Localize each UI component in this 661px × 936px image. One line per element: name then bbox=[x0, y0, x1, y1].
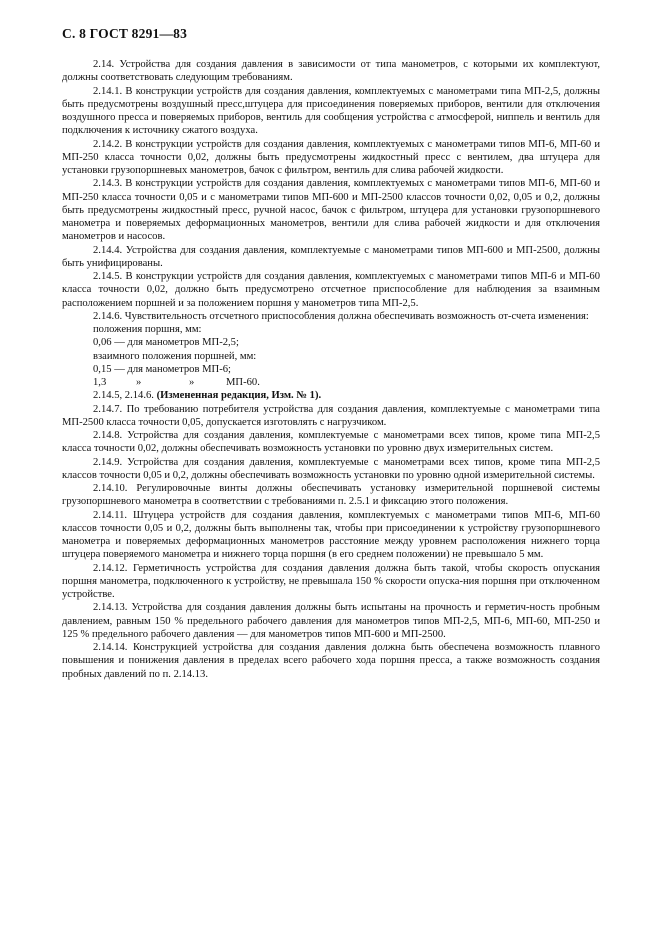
ditto-mark: » bbox=[136, 377, 142, 388]
paragraph-2-14-4: 2.14.4. Устройства для создания давления, комплектуемые с манометрами типов МП-600 и МП-2500, должны быть унифицированы. bbox=[62, 244, 600, 269]
paragraph-2-14-14: 2.14.14. Конструкцией устройства для создания давления должна быть обеспечена возможность плавного повышения и понижения давления в пределах всего рабочего хода поршня пресса, а также возможность создания пробных давлений по п. 2.14.13. bbox=[62, 642, 600, 680]
paragraph-2-14-9: 2.14.9. Устройства для создания давления, комплектуемые с манометрами всех типов, кроме типа МП-2,5 классов точности 0,05 и 0,2, должны обеспечивать возможность установки по уровню одной измерительной системы. bbox=[62, 456, 600, 481]
paragraph-2-14-2: 2.14.2. В конструкции устройств для создания давления, комплектуемых с манометрами типов МП-6, МП-60 и МП-250 класса точности 0,02, должны быть предусмотрены жидкостный пресс с вентилем, два штуцера для установки грузопоршневых манометров, бачок с фильтром, вентиль для слива рабочей жидкости. bbox=[62, 138, 600, 176]
paragraph-2-14-12: 2.14.12. Герметичность устройства для создания давления должна быть такой, чтобы скорость опускания поршня манометра, подключенного к устройству, не превышала 150 % скорости опуска-ния поршня при отключенном устройстве. bbox=[62, 562, 600, 600]
document-body bbox=[62, 58, 600, 681]
paragraph-2-14-1: 2.14.1. В конструкции устройств для создания давления, комплектуемых с манометрами типа МП-2,5, должны быть предусмотрены воздушный пресс,штуцера для присоединения поверяемых приборов, вентили для отключения воздушного пресса и поверяемых приборов, вентиль для сообщения устройства с атмосферой, ниппель и вентиль для подключения к источнику сжатого воздуха. bbox=[62, 85, 600, 137]
paragraph-2-14-13: 2.14.13. Устройства для создания давления должны быть испытаны на прочность и герметич-ность пробным давлением, равным 150 % предельного рабочего давления для манометров типов МП-2,5, МП-6, МП-60, МП-250 и 125 % предельного рабочего давления — для манометров типов МП-600 и МП-2500. bbox=[62, 602, 600, 640]
sensitivity-line-4: 0,15 — для манометров МП-6; bbox=[93, 363, 231, 375]
ditto-mark: » bbox=[189, 377, 195, 388]
paragraph-2-14-10: 2.14.10. Регулировочные винты должны обеспечивать установку измерительной поршневой системы грузопоршневого манометра в соответствии с требованиями п. 2.5.1 и фиксацию этого положения. bbox=[62, 483, 600, 508]
paragraph-2-14: 2.14. Устройства для создания давления в зависимости от типа манометров, с которыми их комплектуют, должны соответствовать следующим требованиям. bbox=[62, 59, 600, 84]
amendment-bold: (Измененная редакция, Изм. № 1). bbox=[156, 390, 322, 402]
paragraph-2-14-11: 2.14.11. Штуцера устройств для создания давления, комплектуемых с манометрами типов МП-6, МП-60 классов точности 0,05 и 0,2, должны быть выполнены так, чтобы при присоединении к устройству грузопоршневого манометра и поверяемых деформационных манометров расстояние между уровнем расположения нижнего торца штуцера поверяемого манометра и нижнего торца поршня (в его среднем положении) не превышало 5 мм. bbox=[62, 509, 600, 561]
sensitivity-value: 1,3 bbox=[93, 377, 107, 388]
sensitivity-line-2: 0,06 — для манометров МП-2,5; bbox=[93, 337, 239, 349]
page-header: С. 8 ГОСТ 8291—83 bbox=[62, 26, 188, 41]
amendment-prefix: 2.14.5, 2.14.6. bbox=[93, 390, 157, 402]
paragraph-2-14-3: 2.14.3. В конструкции устройств для создания давления, комплектуемых с манометрами типов МП-6, МП-60 и МП-250 класса точности 0,05 и с манометрами типов МП-600 и МП-2500 классов точности 0,02, 0,05 и 0,2, должны быть предусмотрены жидкостный пресс, ручной насос, бачок с фильтром, штуцера для установки грузопоршневого манометра и поверяемых деформационных манометров, вентили для слива рабочей жидкости и для отключения манометров и насосов. bbox=[62, 178, 600, 243]
paragraph-2-14-6: 2.14.6. Чувствительность отсчетного приспособления должна обеспечивать возможность от-счета изменения: bbox=[93, 310, 589, 322]
paragraph-2-14-8: 2.14.8. Устройства для создания давления, комплектуемые с манометрами всех типов, кроме типа МП-2,5 класса точности 0,02, должны обеспечивать возможность установки по уровню двух измерительных систем. bbox=[62, 430, 600, 455]
sensitivity-model: МП-60. bbox=[226, 377, 260, 388]
amendment-note bbox=[62, 389, 600, 402]
sensitivity-line-5 bbox=[62, 376, 600, 389]
paragraph-2-14-5: 2.14.5. В конструкции устройств для создания давления, комплектуемых с манометрами типов МП-6 и МП-60 класса точности 0,02, должно быть предусмотрено отсчетное приспособление для наблюдения за взаимным расположением поршней и за положением поршня у манометров типа МП-2,5. bbox=[62, 271, 600, 309]
sensitivity-line-1: положения поршня, мм: bbox=[93, 324, 202, 335]
sensitivity-line-3: взаимного положения поршней, мм: bbox=[93, 350, 257, 362]
paragraph-2-14-7: 2.14.7. По требованию потребителя устройства для создания давления, комплектуемые с манометрами типа МП-2500 класса точности 0,05, допускается изготовлять с нагрузчиком. bbox=[62, 403, 600, 428]
